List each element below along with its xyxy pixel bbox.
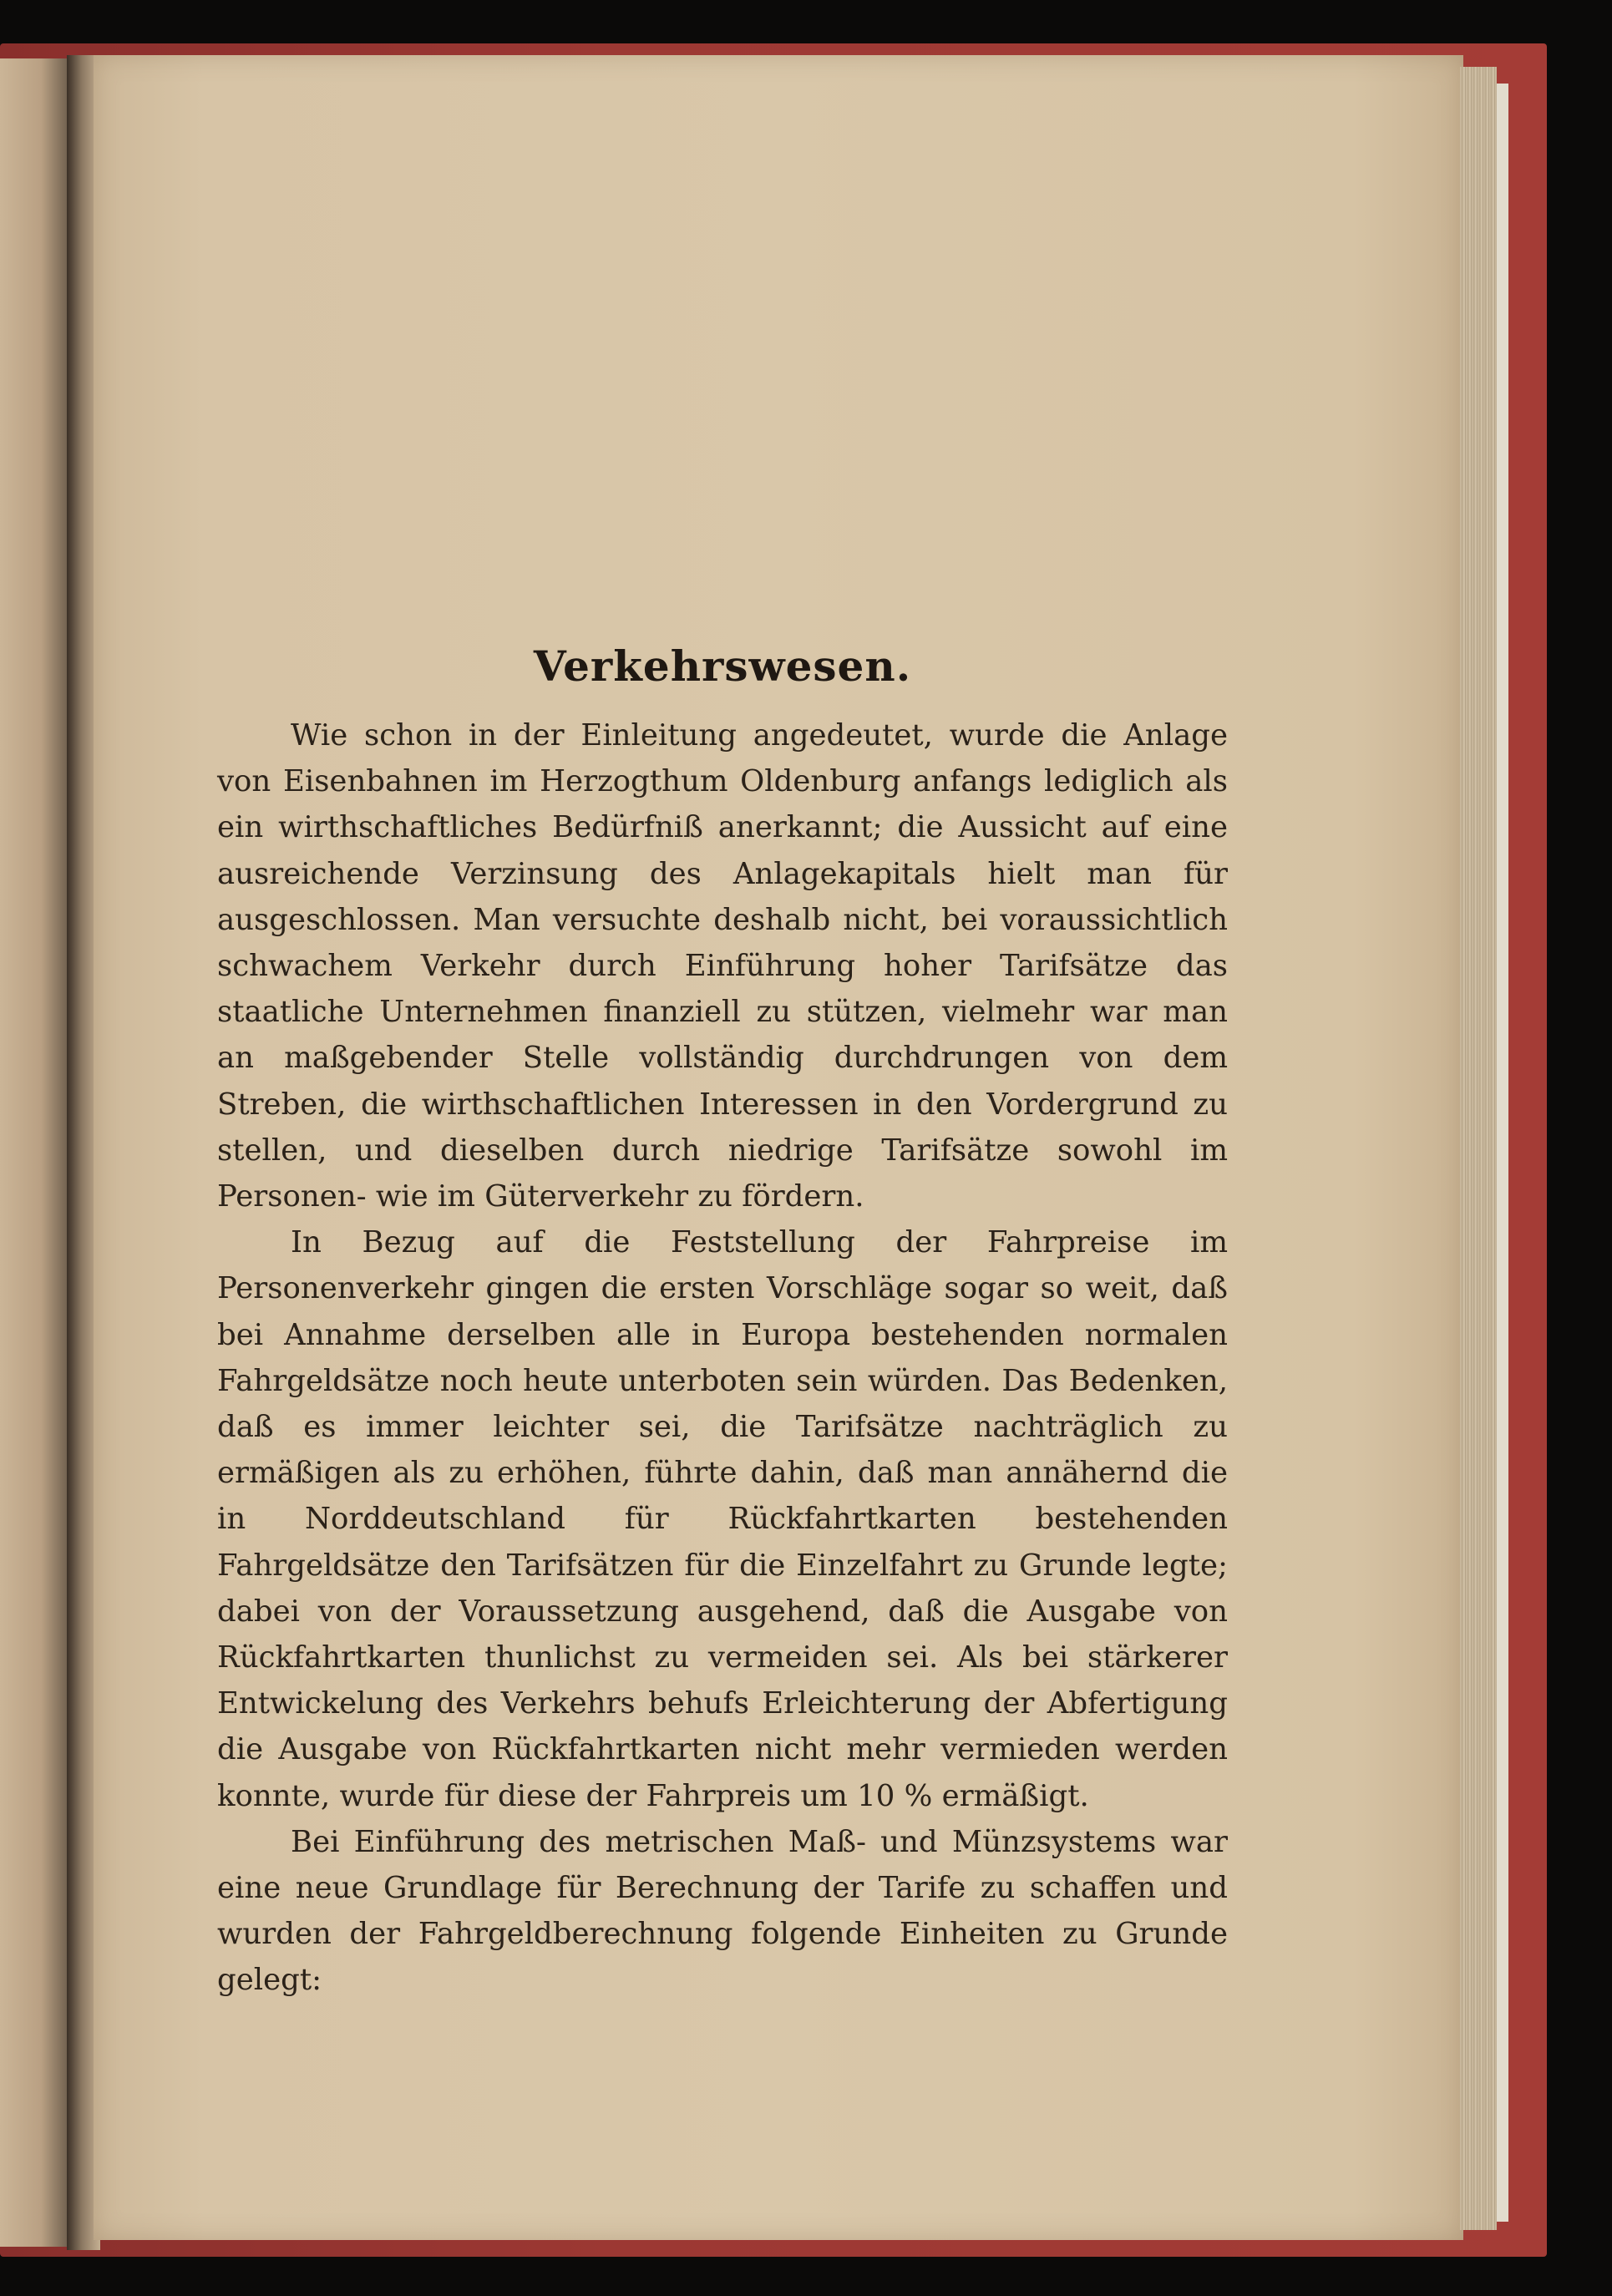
page-stack-edges <box>1460 67 1497 2230</box>
paragraph: In Bezug auf die Feststellung der Fahrpreise im Personenverkehr gingen die ersten Vorschläge sogar so weit, daß bei Annahme derselben alle in Europa bestehenden normalen Fahrgeldsätze noch heute unterboten sein würden. Das Bedenken, daß es immer leichter sei, die Tarifsätze nachträglich zu ermäßigen als zu erhöhen, führte dahin, daß man annähernd die in Norddeutschland für Rückfahrtkarten bestehenden Fahrgeldsätze den Tarifsätzen für die Einzelfahrt zu Grunde legte; dabei von der Voraussetzung ausgehend, daß die Ausgabe von Rückfahrtkarten thunlichst zu vermeiden sei. Als bei stärkerer Entwickelung des Verkehrs behufs Erleichterung der Abfertigung die Ausgabe von Rückfahrtkarten nicht mehr vermieden werden konnte, wurde für diese der Fahrpreis um 10 % ermäßigt. <box>217 1225 1228 1813</box>
left-page-edge <box>0 58 68 2247</box>
page-text <box>217 641 1228 2004</box>
section-title: Verkehrswesen. <box>533 641 912 691</box>
paragraph: Wie schon in der Einleitung angedeutet, wurde die Anlage von Eisenbahnen im Herzogthum Oldenburg anfangs lediglich als ein wirthschaftliches Bedürfniß anerkannt; die Aussicht auf eine ausreichende Verzinsung des Anlagekapitals hielt man für ausgeschlossen. Man versuchte deshalb nicht, bei voraussichtlich schwachem Verkehr durch Einführung hoher Tarifsätze das staatliche Unternehmen finanziell zu stützen, vielmehr war man an maßgebender Stelle vollständig durchdrungen von dem Streben, die wirthschaftlichen Interessen in den Vordergrund zu stellen, und dieselben durch niedrige Tarifsätze sowohl im Personen- wie im Güterverkehr zu fördern. <box>217 718 1228 1214</box>
page-stack-strip <box>1497 84 1508 2222</box>
paragraph: Bei Einführung des metrischen Maß- und Münzsystems war eine neue Grundlage für Berechnung der Tarife zu schaffen und wurden der Fahrgeldberechnung folgende Einheiten zu Grunde gelegt: <box>217 1824 1228 1998</box>
